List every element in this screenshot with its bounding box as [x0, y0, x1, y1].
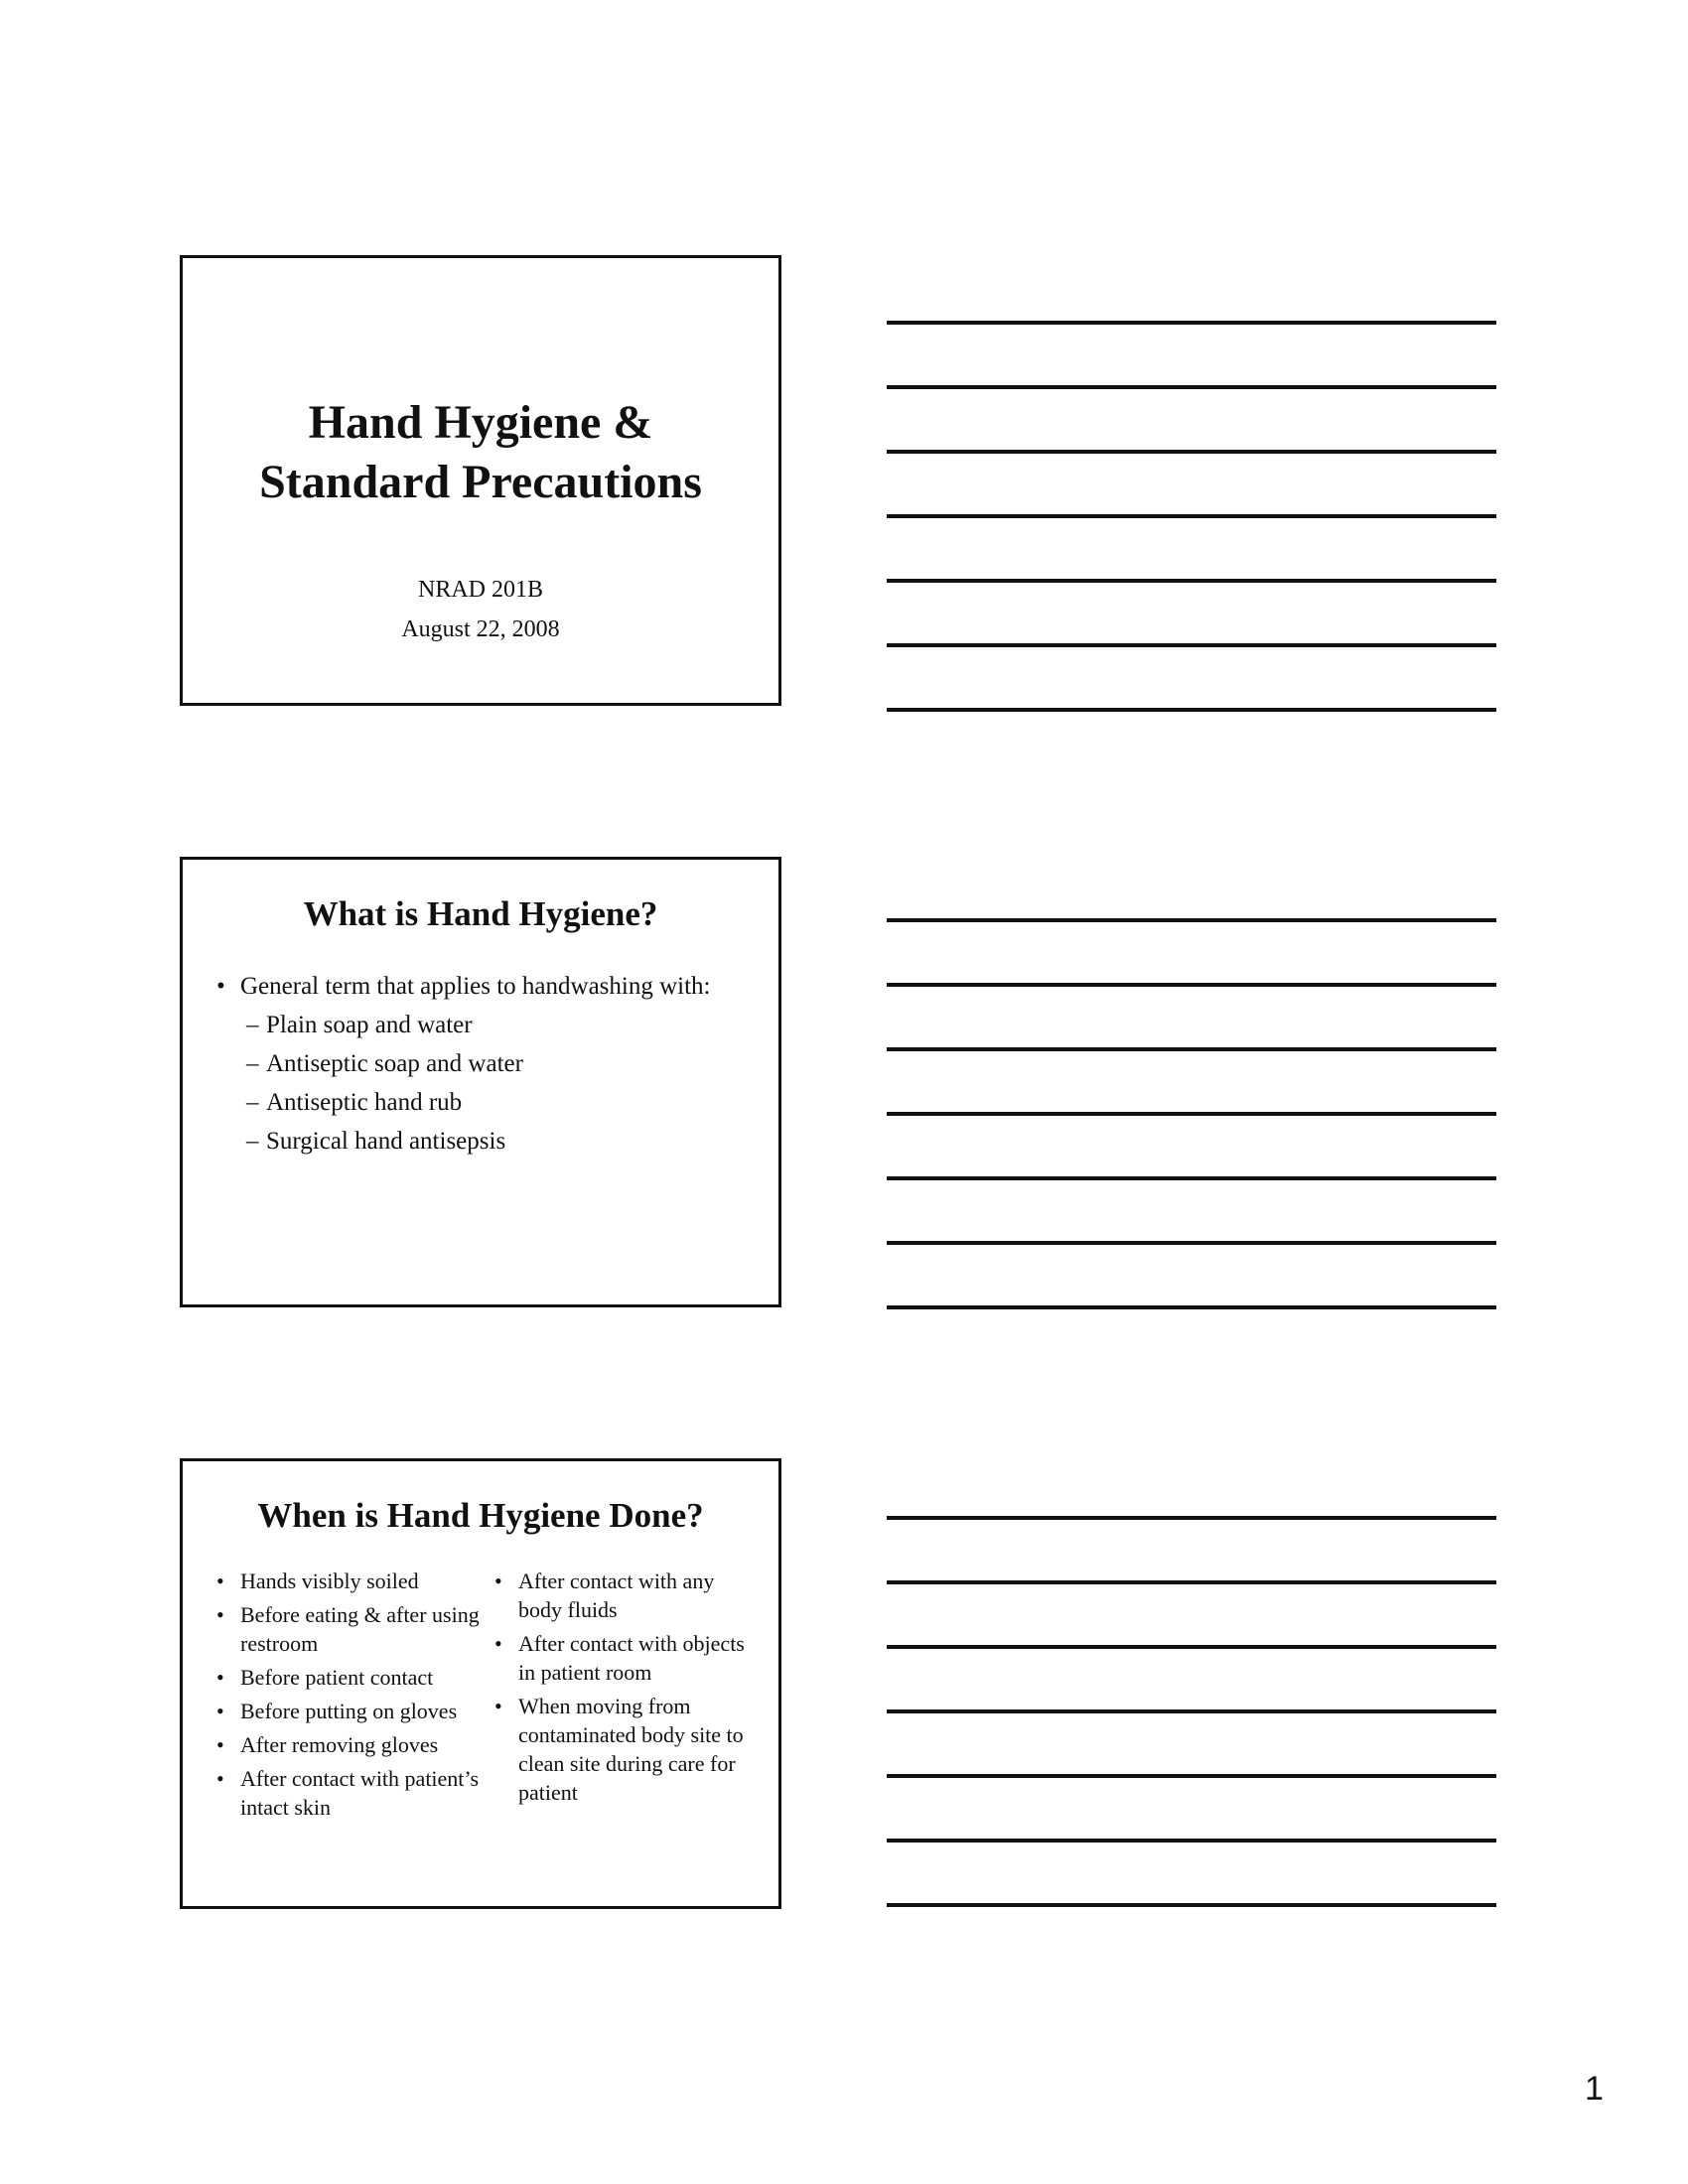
lecture-date: August 22, 2008 — [401, 616, 560, 642]
sub-list-item — [216, 1044, 759, 1083]
note-line — [887, 708, 1496, 712]
note-line — [887, 1047, 1496, 1051]
list-item: • When moving from contaminated body site to clean site during care for patient — [494, 1692, 763, 1807]
list-item: • Before patient contact — [216, 1663, 485, 1692]
note-line — [887, 385, 1496, 389]
list-item: • After contact with objects in patient room — [494, 1629, 763, 1687]
note-line — [887, 1516, 1496, 1520]
list-item: • Before putting on gloves — [216, 1697, 485, 1725]
slide-3-title: When is Hand Hygiene Done? — [257, 1496, 704, 1535]
list-item — [216, 967, 759, 1006]
course-code: NRAD 201B — [417, 577, 543, 603]
list-item-text: Plain soap and water — [266, 1012, 473, 1038]
note-line — [887, 1241, 1496, 1245]
note-line — [887, 514, 1496, 518]
note-line — [887, 1580, 1496, 1584]
note-line — [887, 1645, 1496, 1649]
list-item-text: General term that applies to handwashing with: — [240, 973, 711, 1000]
slide-1-subtitle — [183, 570, 778, 649]
slide-1-title — [183, 393, 778, 512]
note-line — [887, 918, 1496, 922]
slide-2 — [180, 857, 781, 1307]
note-line — [887, 1176, 1496, 1180]
slide-1 — [180, 255, 781, 706]
note-line — [887, 1709, 1496, 1713]
slide-1-title-line1: Hand Hygiene & — [308, 396, 653, 449]
slide-2-bullet-list — [216, 967, 759, 1160]
list-item: • After contact with any body fluids — [494, 1567, 763, 1624]
note-line — [887, 1903, 1496, 1907]
slide-1-title-line2: Standard Precautions — [259, 456, 702, 508]
slide-3 — [180, 1458, 781, 1909]
note-line — [887, 1305, 1496, 1309]
sub-list-item — [216, 1006, 759, 1044]
note-line — [887, 1774, 1496, 1778]
list-item-text: Antiseptic hand rub — [266, 1089, 463, 1116]
list-item-text: Antiseptic soap and water — [266, 1050, 523, 1077]
sub-list-item — [216, 1083, 759, 1122]
left-column-list — [216, 1567, 485, 1827]
list-item-text: Surgical hand antisepsis — [266, 1128, 506, 1155]
note-line — [887, 321, 1496, 325]
list-item: • Before eating & after using restroom — [216, 1600, 485, 1658]
list-item: • After contact with patient’s intact skin — [216, 1764, 485, 1822]
page-number: 1 — [1585, 2070, 1604, 2108]
sub-list-item — [216, 1122, 759, 1160]
note-line — [887, 643, 1496, 647]
note-line — [887, 1839, 1496, 1843]
note-line — [887, 1112, 1496, 1116]
slide-2-title: What is Hand Hygiene? — [303, 894, 658, 933]
note-line — [887, 450, 1496, 454]
note-line — [887, 579, 1496, 583]
right-column-list — [494, 1567, 763, 1812]
list-item: • Hands visibly soiled — [216, 1567, 485, 1595]
list-item: • After removing gloves — [216, 1730, 485, 1759]
note-line — [887, 983, 1496, 987]
